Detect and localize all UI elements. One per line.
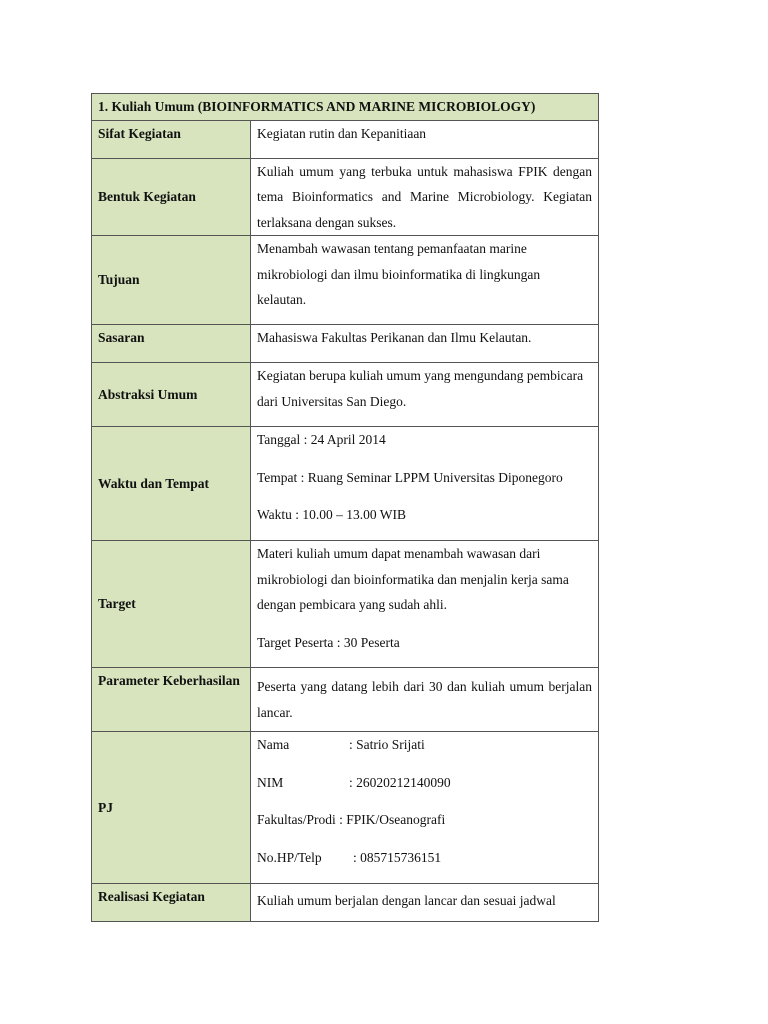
label-sasaran: Sasaran (92, 325, 251, 363)
pj-hp: No.HP/Telp : 085715736151 (257, 849, 442, 865)
value-waktu (251, 427, 599, 541)
pj-nama: Nama : Satrio Srijati (257, 737, 425, 752)
value-sifat: Kegiatan rutin dan Kepanitiaan (251, 120, 599, 158)
activity-table (91, 93, 599, 922)
target-text: Materi kuliah umum dapat menambah wawasan dari mikrobiologi dan bioinformatika dan menjalin kerja sama dengan pembicara yang sudah ahli. (257, 546, 569, 612)
pj-fakultas: Fakultas/Prodi : FPIK/Oseanografi (257, 812, 446, 827)
pj-nim: NIM : 26020212140090 (257, 774, 451, 790)
label-abstraksi: Abstraksi Umum (92, 363, 251, 427)
value-bentuk: Kuliah umum yang terbuka untuk mahasiswa FPIK dengan tema Bioinformatics and Marine Microbiology. Kegiatan terlaksana dengan sukses. (251, 158, 599, 236)
target-peserta: Target Peserta : 30 Peserta (257, 634, 400, 650)
value-abstraksi: Kegiatan berupa kuliah umum yang mengundang pembicara dari Universitas San Diego. (251, 363, 599, 427)
label-bentuk: Bentuk Kegiatan (92, 158, 251, 236)
waktu-tempat: Tempat : Ruang Seminar LPPM Universitas Diponegoro (257, 469, 563, 485)
value-parameter: Peserta yang datang lebih dari 30 dan kuliah umum berjalan lancar. (251, 668, 599, 732)
label-pj: PJ (92, 732, 251, 884)
waktu-jam: Waktu : 10.00 – 13.00 WIB (257, 507, 407, 522)
value-sasaran: Mahasiswa Fakultas Perikanan dan Ilmu Kelautan. (251, 325, 599, 363)
label-tujuan: Tujuan (92, 236, 251, 325)
value-pj (251, 732, 599, 884)
label-target: Target (92, 541, 251, 668)
value-realisasi: Kuliah umum berjalan dengan lancar dan sesuai jadwal (251, 884, 599, 922)
label-waktu: Waktu dan Tempat (92, 427, 251, 541)
label-realisasi: Realisasi Kegiatan (92, 884, 251, 922)
label-parameter: Parameter Keberhasilan (92, 668, 251, 732)
label-sifat: Sifat Kegiatan (92, 120, 251, 158)
value-target (251, 541, 599, 668)
waktu-tanggal: Tanggal : 24 April 2014 (257, 432, 386, 447)
table-title: 1. Kuliah Umum (BIOINFORMATICS AND MARINE MICROBIOLOGY) (92, 94, 599, 121)
value-tujuan: Menambah wawasan tentang pemanfaatan marine mikrobiologi dan ilmu bioinformatika di lingkungan kelautan. (251, 236, 599, 325)
